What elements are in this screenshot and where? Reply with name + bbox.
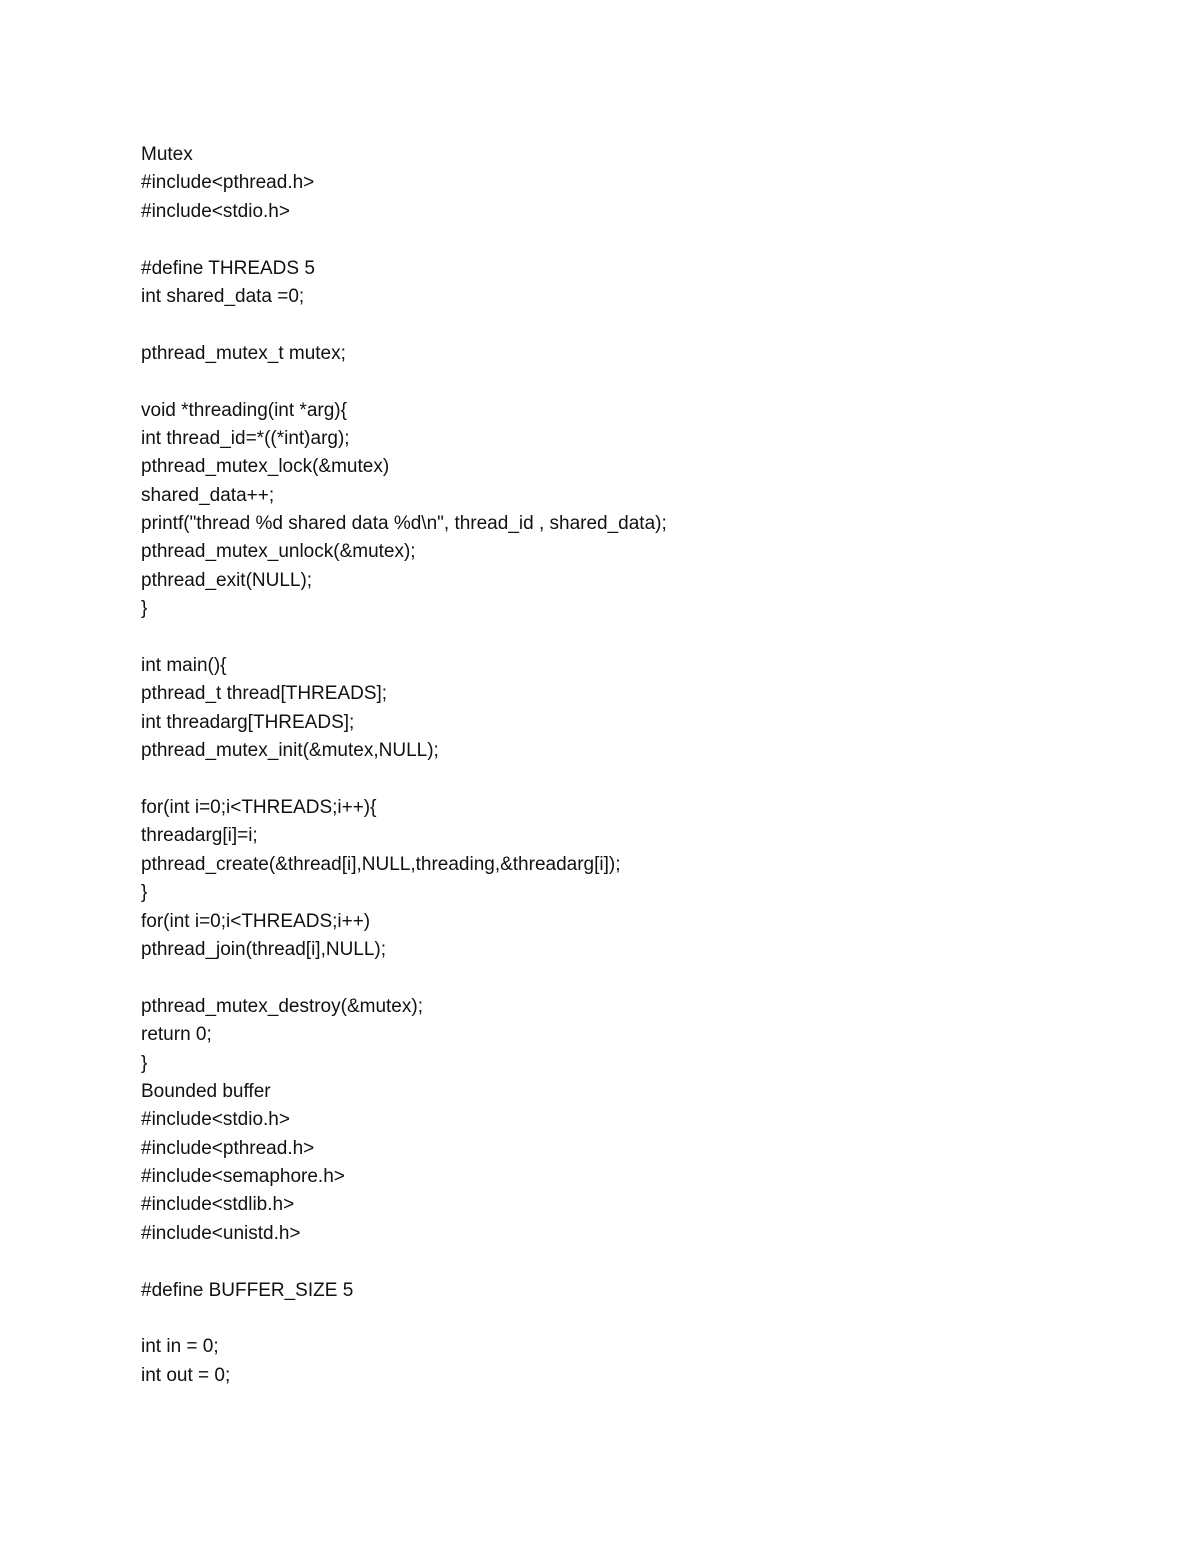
text-line: #define BUFFER_SIZE 5	[141, 1279, 354, 1301]
text-line: pthread_t thread[THREADS];	[141, 683, 388, 705]
text-line: #include<semaphore.h>	[141, 1166, 345, 1188]
text-line: #include<stdio.h>	[141, 200, 290, 222]
blank-line	[141, 368, 1141, 396]
text-line: Bounded buffer	[141, 1080, 271, 1102]
text-line: int shared_data =0;	[141, 285, 305, 307]
text-line: #include<pthread.h>	[141, 1137, 315, 1159]
text-line: pthread_join(thread[i],NULL);	[141, 938, 387, 960]
text-line: int threadarg[THREADS];	[141, 711, 355, 733]
text-line: }	[141, 882, 148, 904]
text-line: pthread_mutex_t mutex;	[141, 342, 346, 364]
text-line: int main(){	[141, 655, 227, 677]
text-line: shared_data++;	[141, 484, 275, 506]
text-line: pthread_mutex_destroy(&mutex);	[141, 995, 423, 1017]
blank-line	[141, 311, 1141, 339]
text-line: #include<stdlib.h>	[141, 1194, 295, 1216]
text-line: pthread_mutex_unlock(&mutex);	[141, 541, 416, 563]
blank-line	[141, 1305, 1141, 1333]
blank-line	[141, 226, 1141, 254]
text-line: #define THREADS 5	[141, 257, 315, 279]
text-line: Mutex	[141, 144, 193, 165]
text-line: #include<stdio.h>	[141, 1109, 290, 1131]
blank-line	[141, 624, 1141, 652]
text-line: int out = 0;	[141, 1364, 231, 1386]
blank-line	[141, 766, 1141, 794]
text-line: pthread_mutex_lock(&mutex)	[141, 456, 390, 478]
code-listing	[141, 141, 1141, 1390]
text-line: pthread_mutex_init(&mutex,NULL);	[141, 740, 439, 762]
text-line: int in = 0;	[141, 1336, 219, 1358]
text-line: int thread_id=*((*int)arg);	[141, 427, 350, 449]
text-line: pthread_create(&thread[i],NULL,threading,&threadarg[i]);	[141, 853, 621, 875]
text-line: #include<pthread.h>	[141, 172, 315, 194]
text-line: void *threading(int *arg){	[141, 399, 347, 421]
text-line: for(int i=0;i<THREADS;i++)	[141, 910, 371, 932]
text-line: printf("thread %d shared data %d\n", thread_id , shared_data);	[141, 513, 667, 535]
text-line: threadarg[i]=i;	[141, 825, 258, 847]
text-line: for(int i=0;i<THREADS;i++){	[141, 796, 377, 818]
text-line: }	[141, 598, 148, 620]
text-line: return 0;	[141, 1024, 212, 1046]
text-line: }	[141, 1052, 148, 1074]
blank-line	[141, 964, 1141, 992]
text-line: pthread_exit(NULL);	[141, 569, 313, 591]
blank-line	[141, 1248, 1141, 1276]
text-line: #include<unistd.h>	[141, 1222, 301, 1244]
